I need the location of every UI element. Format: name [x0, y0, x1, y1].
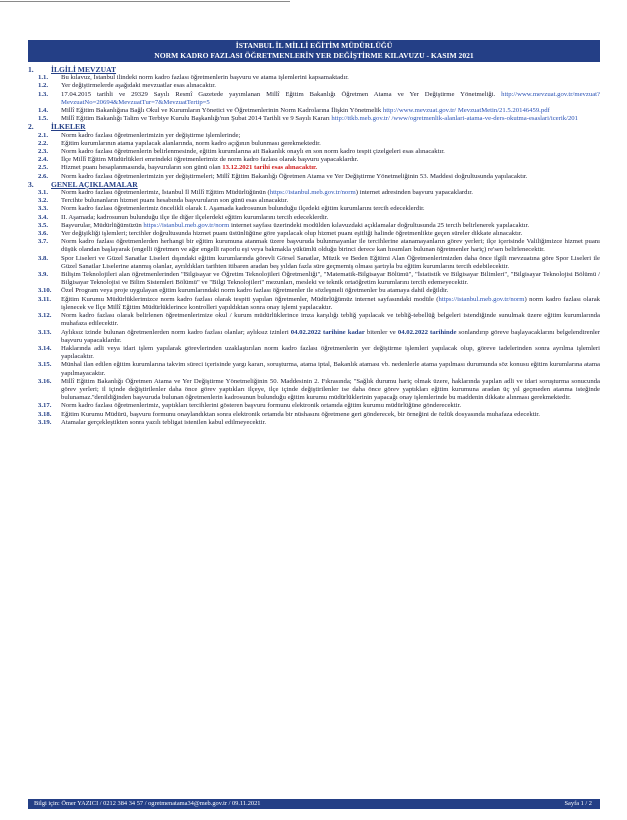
list-item [28, 419, 600, 427]
list-item [28, 312, 600, 328]
list-item [28, 82, 600, 90]
highlighted-text: 04.02.2022 tarihinde [397, 328, 457, 336]
list-item [28, 255, 600, 271]
list-item [28, 329, 600, 345]
item-text [61, 238, 600, 254]
section-title [28, 181, 600, 189]
item-number: 3.3. [38, 205, 49, 213]
item-number: 3.7. [38, 238, 49, 246]
list-item [28, 91, 600, 107]
text-fragment: internet sayfası üzerindeki modülden kılavuzdaki açıklamalar doğrultusunda 25 tercih belirlenerek yapılacaktır. [229, 221, 530, 229]
list-item [28, 287, 600, 295]
list-item [28, 296, 600, 312]
list-item [28, 107, 600, 115]
text-fragment: sonlandırıp göreve başlayacaklarını belgelendirenler başvuru yapacaklardır. [61, 328, 601, 344]
document-footer [28, 799, 600, 809]
item-number: 3.18. [38, 410, 52, 418]
item-text [61, 189, 600, 197]
item-text [61, 156, 600, 164]
item-number: 2.6. [38, 172, 49, 180]
item-number: 3.14. [38, 344, 52, 352]
item-text [61, 287, 600, 295]
list-item [28, 156, 600, 164]
item-text [61, 271, 600, 287]
item-text [61, 74, 600, 82]
item-number: 2.2. [38, 139, 49, 147]
text-fragment: Spor Liseleri ve Güzel Sanatlar Liseleri dışındaki eğitim kurumlarında görevli Görsel Sanatlar, Müzik ve Beden Eğitimi Alan Öğretmenlerimizden daha önce ilgili mevzuatına göre Spor Liseleri ile Güzel Sanatlar Liselerine atanmış olanlar, ayrıldıkları tarihten itibaren aradan beş yıldan fazla süre geçmemiş olması şartıyla bu eğitim kurumlarını tercih edebilecektir. [61, 254, 600, 270]
item-number: 1.4. [38, 107, 49, 115]
url-link[interactable]: https://istanbul.meb.gov.tr/norm [269, 189, 356, 197]
text-fragment: İlçe Millî Eğitim Müdürlükleri emrindeki öğretmenlerimiz de norm kadro fazlası olarak başvuru yapacaklardır. [61, 156, 359, 164]
item-text [61, 402, 600, 410]
item-text [61, 361, 600, 377]
section-number: 1. [28, 65, 34, 74]
item-number: 3.1. [38, 189, 49, 197]
text-fragment: Millî Eğitim Bakanlığına Bağlı Okul ve Kurumların Yönetici ve Öğretmenlerinin Norm Kadrolarına İlişkin Yönetmelik [61, 107, 383, 115]
text-fragment: Özel Program veya proje uygulayan eğitim kurumlarındaki norm kadro fazlası öğretmenler ile sözleşmeli öğretmenler bu atamaya dahil değildir. [61, 287, 449, 295]
item-text [61, 411, 600, 419]
url-link[interactable]: http://www.mevzuat.gov.tr/ MevzuatMetin/21.5.20146459.pdf [382, 107, 550, 115]
text-fragment: Eğitim Kurumu Müdürü, başvuru formunu onaylandıktan sonra elektronik ortamda bir nüshasını öğretmene geri gönderecek, bir örneğini de özlük dosyasında muhafaza edecektir. [61, 410, 540, 418]
text-fragment: ) norm kadro fazlası olarak işlenecek ve İlçe Millî Eğitim Müdürlüklerince kontrolleri yapıldıktan sonra onay işlemi yapılacaktır. [61, 295, 601, 311]
item-text [61, 296, 600, 312]
list-item [28, 132, 600, 140]
top-edge-line [0, 1, 290, 2]
text-fragment: Bilişim Teknolojileri alan öğretmenlerinden "Bilgisayar ve Öğretim Teknolojileri Öğretmenliği", "Matematik-Bilgisayar Bölümü", "İstatistik ve Bilgisayar Bilimleri", "Bilgisayar Teknolojisi Bölümü / Bilgisayar Teknolojisi ve Bilim Sistemleri Bölümü" ve "Bilgi Teknolojileri" mezunları, mesleki ve teknik ortaöğretim kurumlarını tercih edemeyecektir. [61, 271, 600, 287]
text-fragment: Norm kadro fazlası öğretmenlerimiz, İstanbul İl Millî Eğitim Müdürlüğünün ( [61, 189, 270, 197]
item-text [61, 222, 600, 230]
text-fragment: Yer değişikliği işlemleri; tercihler doğrultusunda hizmet puanı üstünlüğüne göre yapılacak olup hizmet puanı eşitliği halinde öğretmenlikte geçen süreler dikkate alınacaktır. [61, 230, 523, 238]
header-line-2: NORM KADRO FAZLASI ÖĞRETMENLERİN YER DEĞİŞTİRME KILAVUZU - KASIM 2021 [154, 50, 474, 60]
item-number: 3.9. [38, 271, 49, 279]
section-title [28, 123, 600, 131]
url-link[interactable]: http://ttkb.meb.gov.tr/ /www/ogretmenlik-alanlari-atama-ve-ders-okutma-esaslari/icerik/201 [331, 115, 578, 123]
list-item [28, 164, 600, 172]
text-fragment: Norm kadro fazlası öğretmenlerden herhangi bir eğitim kurumuna atanmak üzere başvuruda bulunmayanlar ile tercihlerine atanamayanların görev yerleri; ilçe içerisinde Valiliğimizce hizmet puanı düşük olandan başlayarak (engelli öğretmen ve ağır engelli raporlu eşi veya bakmakla yükümlü olduğu birinci derece kan hısımları bulunan öğretmenler hariç) re'sen belirlenecektir. [61, 238, 600, 254]
item-number: 3.17. [38, 402, 52, 410]
text-fragment: Norm kadro fazlası öğretmenlerin belirlenmesinde, eğitim kurumlarına ait Bakanlık onaylı en son norm kadro tespit çizelgeleri esas alınacaktır. [61, 148, 445, 156]
item-text [61, 230, 600, 238]
list-item [28, 361, 600, 377]
section-number: 2. [28, 122, 34, 132]
url-link[interactable]: http://www.mevzuat.gov.tr/mevzuat?MevzuatNo=20694&MevzuatTur=7&MevzuatTertip=5 [61, 90, 600, 106]
item-number: 1.5. [38, 115, 49, 123]
text-fragment: Başvurular, Müdürlüğümüzün [61, 221, 144, 229]
text-fragment: Tercihte bulunanların hizmet puanı hesabında başvuruların son günü esas alınacaktır. [61, 197, 289, 205]
item-text [61, 197, 600, 205]
item-number: 3.12. [38, 312, 52, 320]
item-number: 3.5. [38, 221, 49, 229]
section [28, 123, 600, 180]
item-text [61, 115, 600, 123]
list-item [28, 345, 600, 361]
item-text [61, 140, 600, 148]
text-fragment: Haklarında adli veya idari işlem yapılarak görevlerinden uzaklaştırılan norm kadro fazlası öğretmenlerin yer değiştirme işlemleri yapılacak olup, göreve iadelerinden sonra ayrılma işlemleri yapılacaktır. [61, 344, 600, 361]
text-fragment: Yer değiştirmelerde aşağıdaki mevzuatlar esas alınacaktır. [61, 82, 216, 90]
text-fragment: ) internet adresinden başvuru yapacaklardır. [355, 189, 473, 197]
item-text [61, 164, 600, 172]
item-number: 3.11. [38, 295, 52, 303]
top-edge [0, 0, 627, 3]
item-number: 2.1. [38, 131, 49, 139]
document-body [28, 66, 600, 796]
text-fragment: Bu kılavuz, İstanbul ilindeki norm kadro fazlası öğretmenlerin başvuru ve atama işlemlerini kapsamaktadır. [61, 74, 349, 82]
item-text [61, 107, 600, 115]
item-number: 3.2. [38, 197, 49, 205]
list-item [28, 197, 600, 205]
text-fragment: II. Aşamada; kadrosunun bulunduğu ilçe ile diğer ilçelerdeki eğitim kurumlarını tercih edeceklerdir. [61, 213, 329, 221]
highlighted-text: 04.02.2022 tarihine kadar [290, 328, 365, 336]
item-number: 2.4. [38, 156, 49, 164]
item-number: 3.13. [38, 328, 52, 336]
item-text [61, 329, 600, 345]
item-text [61, 419, 600, 427]
section [28, 181, 600, 427]
item-number: 2.3. [38, 148, 49, 156]
text-fragment: Atamalar gerçekleştikten sonra yazılı tebligat istenilen kabul edilmeyecektir. [61, 418, 267, 426]
text-fragment: Eğitim kurumlarının atama yapılacak alanlarında, norm kadro açığının bulunması gerekmektedir. [61, 139, 321, 147]
list-item [28, 238, 600, 254]
item-number: 3.16. [38, 377, 52, 385]
footer-contact: Bilgi için: Ömer YAZICI / 0212 384 34 57 / ogretmenatama34@meb.gov.tr / 09.11.2021 [34, 800, 261, 807]
text-fragment: 17.04.2015 tarihli ve 29329 Sayılı Resmî Gazetede yayımlanan Millî Eğitim Bakanlığı Öğretmen Atama ve Yer Değiştirme Yönetmeliği. [61, 90, 502, 98]
section [28, 66, 600, 123]
header-line-1: İSTANBUL İL MİLLİ EĞİTİM MÜDÜRLÜĞÜ [235, 41, 393, 50]
item-number: 1.2. [38, 82, 49, 90]
list-item [28, 402, 600, 410]
list-item [28, 378, 600, 403]
list-item [28, 148, 600, 156]
section-title [28, 66, 600, 74]
list-item [28, 214, 600, 222]
item-text [61, 312, 600, 328]
text-fragment: Münhal ilan edilen eğitim kurumlarına takvim süreci içerisinde yargı kararı, soruşturma, atama iptal, Bakanlık ataması vb. nedenlerle atama yapılması durumunda söz konusu eğitim kurumlarına atama yapılmayacaktır. [61, 361, 600, 377]
url-link[interactable]: https://istanbul.meb.gov.tr/norm [143, 221, 230, 229]
document-header [28, 40, 600, 62]
item-number: 3.10. [38, 287, 52, 295]
item-number: 1.1. [38, 74, 49, 82]
text-fragment: Norm kadro fazlası öğretmenlerimiz, yaptıkları tercihlerini gösteren başvuru formunu elektronik ortamda eğitim kurumu müdürlüğüne gönderecektir. [61, 402, 462, 410]
footer-page-number: Sayfa 1 / 2 [564, 800, 592, 807]
text-fragment: Norm kadro fazlası öğretmenlerimiz öncelikli olarak I. Aşamada kadrosunun bulunduğu ilçedeki eğitim kurumlarını tercih edeceklerdir. [61, 205, 425, 213]
text-fragment: bitenler ve [364, 328, 398, 336]
item-text [61, 205, 600, 213]
list-item [28, 140, 600, 148]
item-text [61, 345, 600, 361]
item-number: 3.8. [38, 254, 49, 262]
section-title-text: İLKELER [51, 122, 86, 132]
item-number: 3.6. [38, 230, 49, 238]
item-number: 1.3. [38, 90, 49, 98]
item-number: 3.4. [38, 213, 49, 221]
list-item [28, 205, 600, 213]
text-fragment: Millî Eğitim Bakanlığı Talim ve Terbiye Kurulu Başkanlığı'nın Şubat 2014 Tarihli ve 9 Sayılı Kararı [61, 115, 332, 123]
section-title-text: İLGİLİ MEVZUAT [51, 65, 117, 74]
item-text [61, 148, 600, 156]
text-fragment: Hizmet puanı hesaplanmasında, başvuruların son günü olan [61, 164, 223, 172]
list-item [28, 189, 600, 197]
text-fragment: Norm kadro fazlası öğretmenlerimizin yer değiştirme işlemlerinde; [61, 131, 241, 139]
item-text [61, 91, 600, 107]
list-item [28, 115, 600, 123]
item-number: 2.5. [38, 164, 49, 172]
list-item [28, 230, 600, 238]
url-link[interactable]: https://istanbul.meb.gov.tr/norm [438, 295, 525, 303]
item-number: 3.15. [38, 361, 52, 369]
text-fragment: Norm kadro fazlası olarak belirlenen öğretmenlerimize okul / kurum müdürlüklerince imza karşılığı tebliğ yapılacak ve tebliğ-tebellüğ belgeleri istendiğinde sunulmak üzere eğitim kurumlarında muhafaza edilecektir. [61, 312, 600, 328]
highlighted-text: 13.12.2021 tarihi esas alınacaktır. [222, 164, 318, 172]
item-text [61, 82, 600, 90]
item-number: 3.19. [38, 418, 52, 426]
item-text [61, 255, 600, 271]
item-text [61, 173, 600, 181]
list-item [28, 411, 600, 419]
item-text [61, 378, 600, 403]
list-item [28, 74, 600, 82]
text-fragment: Millî Eğitim Bakanlığı Öğretmen Atama ve Yer Değiştirme Yönetmeliğinin 50. Maddesinin 2. Fıkrasında; ''Sağlık durumu hariç olmak üzere, haklarında yapılan adli ve idari soruşturma sonucunda görev yerleri; il içinde değiştirilenler daha önce görev yaptıkları ilçeye, ilçe içinde değiştirilenler ise daha önce görev yaptıkları eğitim kurumuna aradan üç yıl geçmeden atanma isteğinde bulunamaz.''denildiğinden başvuruda bulunan öğretmenlerin kadrosunun bulunduğu eğitim kurumu müdürlüklerinin yapacağı onay işlemlerinde bu maddenin dikkate alınması gerekmektedir. [61, 377, 600, 402]
list-item [28, 222, 600, 230]
item-text [61, 132, 600, 140]
text-fragment: Norm kadro fazlası öğretmenlerimizin yer değiştirmeleri; Millî Eğitim Bakanlığı Öğretmen Atama ve Yer Değiştirme Yönetmeliğinin 53. Maddesi doğrultusunda yapılacaktır. [61, 172, 528, 180]
list-item [28, 271, 600, 287]
section-title-text: GENEL AÇIKLAMALAR [51, 179, 138, 189]
text-fragment: Eğitim Kurumu Müdürlüklerimizce norm kadro fazlası olarak tespiti yapılan öğretmenler, Müdürlüğümüz internet sayfasındaki modüle ( [61, 295, 439, 303]
text-fragment: Aylıksız izinde bulunan öğretmenlerden norm kadro fazlası olanlar; aylıksız izinleri [61, 328, 291, 336]
item-text [61, 214, 600, 222]
section-number: 3. [28, 179, 34, 189]
